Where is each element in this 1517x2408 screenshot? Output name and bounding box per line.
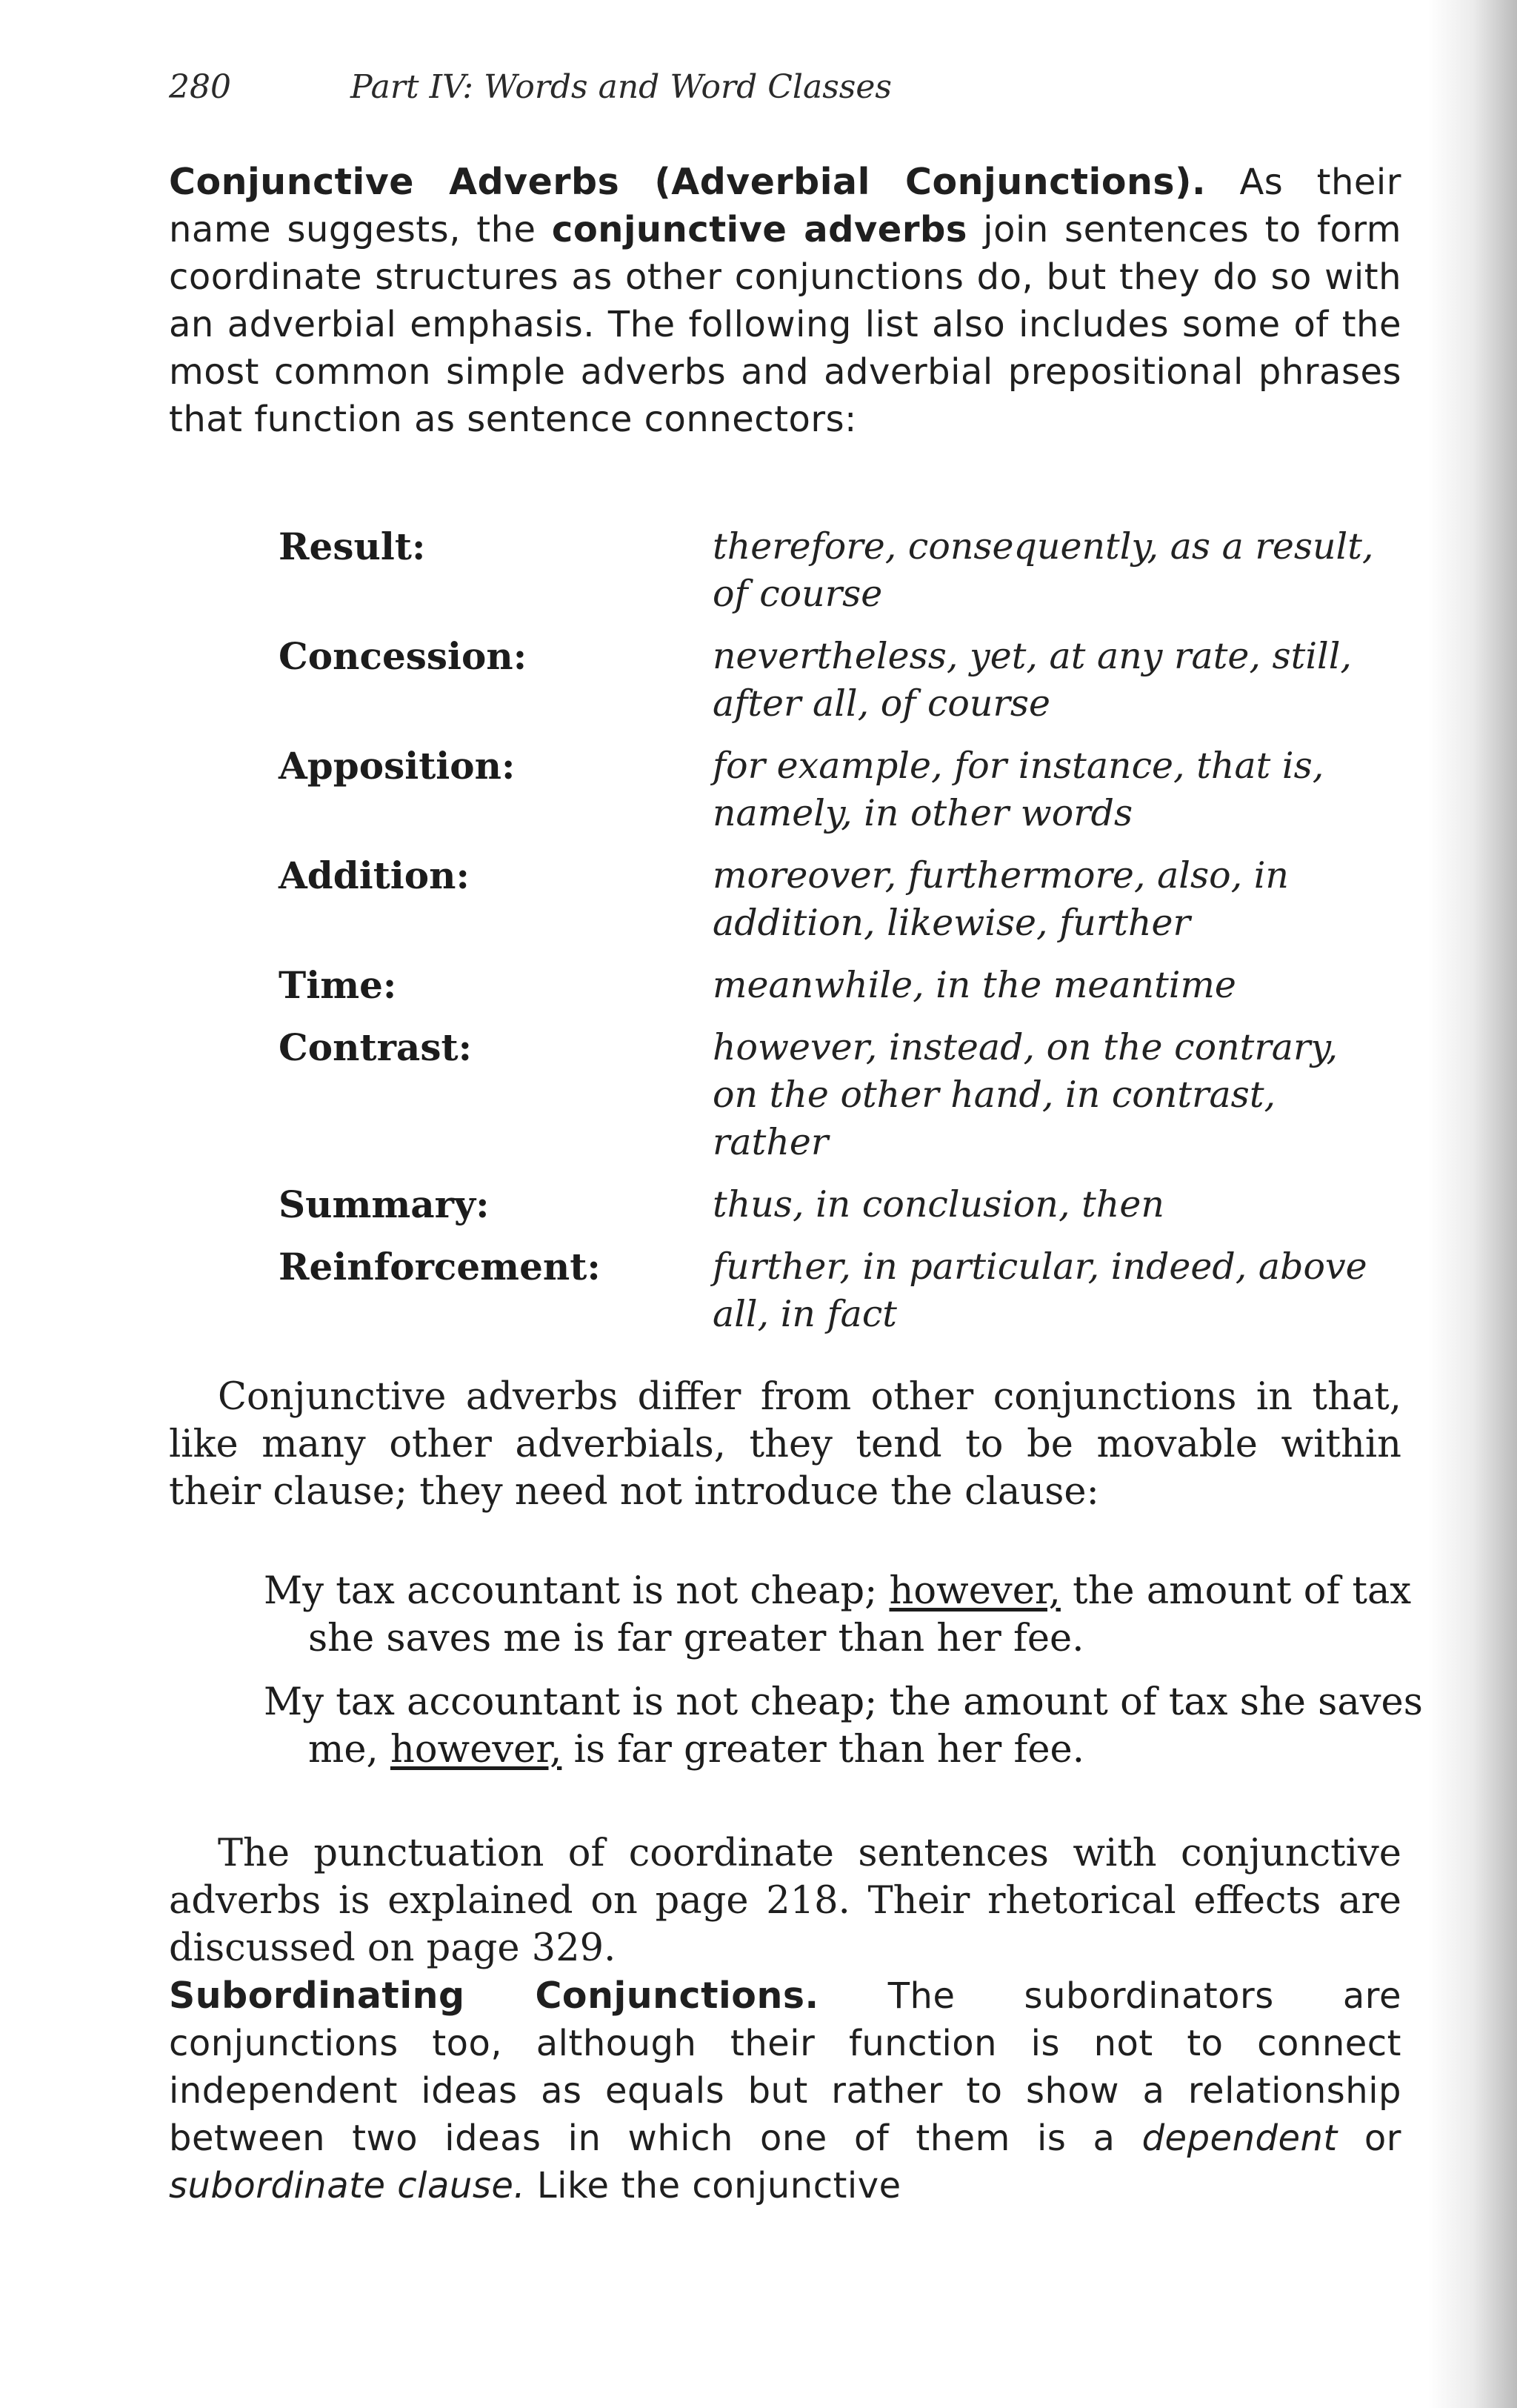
connector-label: Apposition:	[279, 744, 516, 788]
connector-examples: meanwhile, in the meantime	[713, 964, 1236, 1006]
section-heading: Subordinating Conjunctions.	[169, 1975, 819, 2017]
connector-row	[279, 1243, 1375, 1338]
example-after: is far greater than her fee.	[573, 1728, 1084, 1772]
subordinating-text-3: Like the conjunctive	[536, 2165, 901, 2206]
example-adverb: however,	[390, 1728, 562, 1772]
subordinating-term-1: dependent	[1141, 2118, 1338, 2159]
connector-label: Result:	[279, 525, 426, 568]
example-after: the amount of tax she saves me is far greater than her fee.	[308, 1569, 1412, 1660]
connector-label: Time:	[279, 963, 397, 1007]
connector-label: Reinforcement:	[279, 1245, 601, 1288]
connector-examples: thus, in conclusion, then	[713, 1183, 1164, 1225]
connector-row	[279, 633, 1375, 728]
intro-text-2: join sentences to form coordinate structures as other conjunctions do, but they do so with an adverbial emphasis. The following list also includes some of the most common simple adverbs and adverbial prepositional phrases that function as sentence connectors:	[169, 209, 1401, 440]
movable-paragraph: Conjunctive adverbs differ from other conjunctions in that, like many other adverbials, they tend to be movable within their clause; they need not introduce the clause:	[169, 1375, 1401, 1514]
connector-row	[279, 1024, 1375, 1166]
connector-label: Contrast:	[279, 1025, 473, 1069]
example-before: My tax accountant is not cheap; the amount of tax she saves me,	[264, 1680, 1423, 1772]
connector-examples: for example, for instance, that is, namely, in other words	[713, 745, 1324, 834]
subordinating-paragraph	[169, 1972, 1401, 2209]
example-before: My tax accountant is not cheap;	[264, 1569, 878, 1613]
connector-examples: however, instead, on the contrary, on the other hand, in contrast, rather	[713, 1026, 1338, 1163]
punctuation-paragraph: The punctuation of coordinate sentences with conjunctive adverbs is explained on page 218. Their rhetorical effects are discussed on page 329.	[169, 1832, 1401, 1970]
connector-row	[279, 742, 1375, 837]
intro-term: conjunctive adverbs	[551, 209, 967, 250]
subordinating-text-2: or	[1364, 2118, 1401, 2159]
intro-text-1: As their name suggests, the	[169, 162, 1401, 250]
connector-label: Summary:	[279, 1183, 490, 1226]
page-number: 280	[169, 68, 231, 106]
intro-paragraph	[169, 159, 1401, 443]
connectors-table	[279, 523, 1375, 1353]
subordinating-term-2: subordinate clause.	[169, 2165, 526, 2206]
connector-row	[279, 852, 1375, 947]
example-sentence	[264, 1679, 1449, 1774]
page-edge-shadow	[1428, 0, 1517, 2408]
running-title: Part IV: Words and Word Classes	[350, 68, 892, 106]
section-heading: Conjunctive Adverbs (Adverbial Conjunctions).	[169, 161, 1207, 203]
connector-examples: therefore, consequently, as a result, of course	[713, 525, 1374, 615]
connector-examples: further, in particular, indeed, above all, in fact	[713, 1245, 1367, 1335]
connector-label: Addition:	[279, 854, 470, 897]
example-sentence	[264, 1568, 1449, 1663]
connector-examples: moreover, furthermore, also, in addition, likewise, further	[713, 854, 1289, 944]
example-adverb: however,	[889, 1569, 1061, 1613]
running-header	[169, 68, 892, 106]
connector-label: Concession:	[279, 634, 527, 678]
connector-row	[279, 1181, 1375, 1228]
connector-row	[279, 962, 1375, 1009]
connector-row	[279, 523, 1375, 618]
subordinating-text-1: The subordinators are conjunctions too, although their function is not to connect independent ideas as equals but rather to show a relationship between two ideas in which one of them is a	[169, 1975, 1401, 2159]
connector-examples: nevertheless, yet, at any rate, still, after all, of course	[713, 635, 1352, 725]
